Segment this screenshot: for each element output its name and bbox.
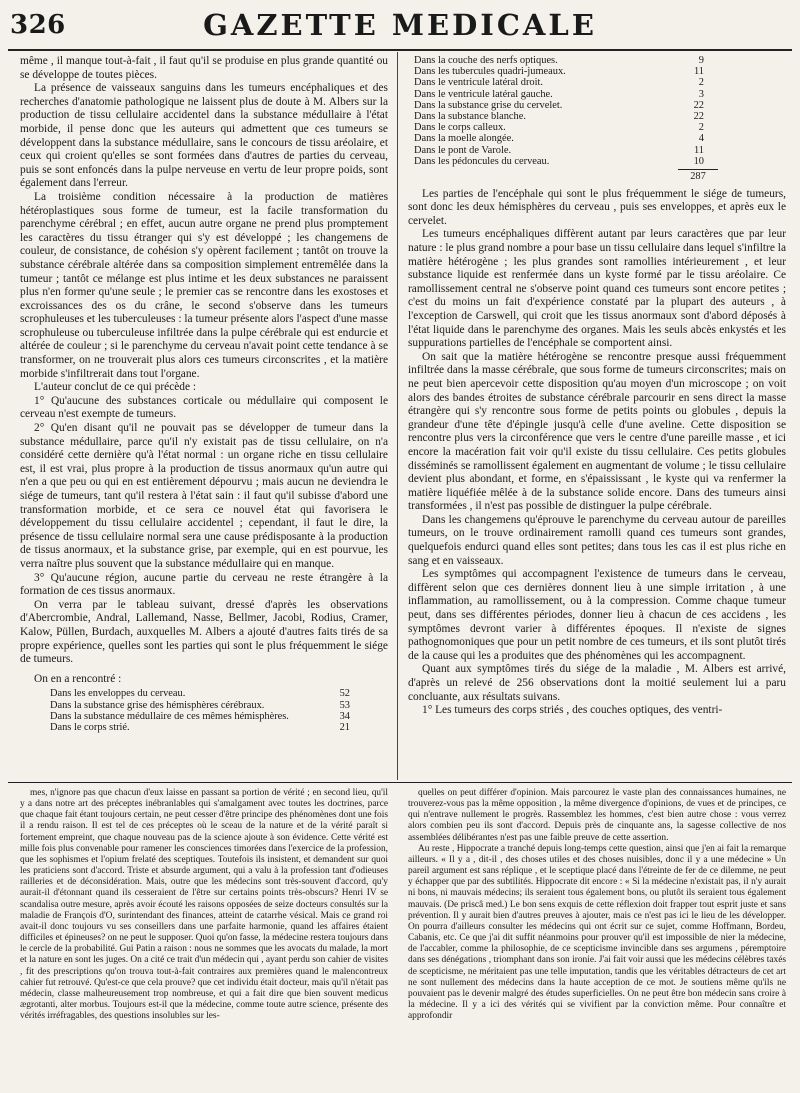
paragraph: même , il manque tout-à-fait , il faut qu'il se produise en plus grande quantité ou se développe de toutes pièces. — [20, 55, 388, 81]
table-row — [414, 156, 704, 167]
table-row — [414, 100, 704, 111]
paragraph: On sait que la matière hétérogène se rencontre presque aussi fréquemment infiltrée dans la masse cérébrale, que sous forme de tumeurs circonscrites; mais on ne peut bien apercevoir cette disposition qu'au moyen d'un microscope ; on voit alors des bandes étroites de substance cérébrale parcourir en sens direct la masse étrangère qui s'y rencontre sous forme de petits points ou globules , depuis la grandeur d'une tête d'épingle jusqu'à celle d'une aveline. Cette disposition se rencontre plus vers la circonférence que vers le centre d'une pareille masse , et ici encore la macération fait voir qu'il existe du tissu cellulaire. Ces petits globules disséminés se ramollissent également en augmentant de volume ; le tissu cellulaire devient plus abondant, et forme, en s'épaississant , le kyste qui va renfermer la matière liquéfiée mêlée à de la substance solide encore. Dans des tumeurs ainsi transformées , il n'est pas possible de distinguer la pulpe cérébrale. — [408, 350, 786, 513]
table-row — [414, 77, 704, 88]
stat-value: 52 — [339, 688, 350, 700]
stat-label: Dans la substance blanche. — [414, 111, 526, 123]
header-rule — [8, 49, 792, 51]
paragraph: 1° Qu'aucune des substances corticale ou médullaire qui composent le cerveau n'est exempte de tumeurs. — [20, 394, 388, 421]
page-number: 326 — [10, 10, 66, 40]
stat-value: 2 — [698, 122, 704, 134]
paragraph: L'auteur conclut de ce qui précède : — [34, 381, 197, 394]
table-row — [414, 133, 704, 144]
table-row — [414, 145, 704, 156]
stat-label: Dans la couche des nerfs optiques. — [414, 55, 558, 66]
table-row — [50, 722, 350, 733]
paragraph: 2° Qu'en disant qu'il ne pouvait pas se développer de tumeur dans la substance médullaire, parce qu'il n'y existait pas de tissu cellulaire, on n'a considéré cette dernière qu'à l'état normal : un organe riche en tissu cellulaire est, il est vrai, plus propre à la production de tissus anormaux qu'un autre qui n'en a que peu ou qui en est entièrement dépourvu ; mais aucun ne deviendra le siége de tumeurs, tant qu'il restera à l'état sain : il faut qu'il subisse d'abord une transformation morbide, et ce sera ce nouvel état qui favorisera le développement du tissu cellulaire accidentel ; cependant, il faut le dire, la présence de tissu cellulaire normal sera une cause prédisposante à la production de tissus anormaux, et la substance grise, par exemple, qui en est pourvue, les verra naître plus souvent que la substance médullaire qui en manque. — [20, 422, 388, 570]
table-row — [414, 122, 704, 133]
tumor-stats-table-part2 — [414, 55, 704, 167]
left-column — [20, 55, 388, 733]
page-header — [8, 8, 792, 46]
paragraph: 3° Qu'aucune région, aucune partie du cerveau ne reste étrangère à la formation de ces tissus anormaux. — [20, 571, 388, 598]
stat-label: Dans les pédoncules du cerveau. — [414, 155, 550, 167]
paragraph: Les parties de l'encéphale qui sont le plus fréquemment le siége de tumeurs, sont donc les deux hémisphères du cerveau , puis ses enveloppes, et après eux le cervelet. — [408, 187, 786, 227]
table-row — [414, 55, 704, 66]
stat-label: Dans le corps strié. — [50, 721, 130, 733]
paragraph: Quant aux symptômes tirés du siége de la maladie , M. Albers est arrivé, d'après un relevé de 256 observations dont la moitié seulement lui a paru concluante, aux résultats suivans. — [408, 663, 786, 703]
stat-label: Dans la moelle alongée. — [414, 133, 514, 145]
paragraph: quelles on peut différer d'opinion. Mais parcourez le vaste plan des connaissances humaines, ne trouverez-vous pas la même opposition , la même divergence d'opinions, de vues et de principes, ce qui n'entrave nullement le progrès. Rassemblez les hommes, c'est bien autre chose : vous verrez alors combien peu ils sont d'accord. Depuis près de cinquante ans, la sagesse collective de nos assemblées délibérantes n'est pas une faible preuve de cette assertion. — [408, 788, 786, 843]
stat-label: Dans la substance médullaire de ces mêmes hémisphères. — [50, 710, 289, 722]
paragraph: On verra par le tableau suivant, dressé d'après les observations d'Abercrombie, Andral, Lallemand, Nasse, Bellmer, Jacobi, Rodius, Cramer, Kalow, Püllen, Burdach, auxquelles M. Albers a ajouté d'autres faits tirés de sa propre expérience, quelles sont les parties qui sont le plus fréquemment le siége de tumeurs. — [20, 598, 388, 666]
paragraph: Dans les changemens qu'éprouve le parenchyme du cerveau autour de pareilles tumeurs, on le trouve ordinairement ramolli quand ces tumeurs sont grandes, quelquefois endurci quand elles sont petites; dans tous les cas il est plus riche en sang et en vaisseaux. — [408, 513, 786, 567]
stat-label: Dans le ventricule latéral gauche. — [414, 88, 553, 100]
stat-label: Dans les tubercules quadri-jumeaux. — [414, 66, 566, 78]
table-row — [414, 66, 704, 77]
stat-value: 9 — [698, 55, 704, 66]
stat-label: Dans le pont de Varole. — [414, 144, 512, 156]
stat-value: 22 — [693, 99, 704, 111]
stat-label: Dans le corps calleux. — [414, 122, 506, 134]
stat-label: Dans la substance grise du cervelet. — [414, 99, 563, 111]
paragraph: 1° Les tumeurs des corps striés , des couches optiques, des ventri- — [422, 704, 723, 717]
stat-value: 3 — [698, 88, 704, 100]
stat-value: 11 — [693, 144, 704, 156]
table-row — [414, 89, 704, 100]
stats-total: 287 — [678, 169, 718, 184]
footnote-rule — [8, 782, 792, 783]
paragraph: Les tumeurs encéphaliques diffèrent autant par leurs caractères que par leur nature : le plus grand nombre a pour base un tissu cellulaire dans lequel s'infiltre la matière hétérogène ; les plus grandes sont ramollies intérieurement , et leur substance liquide est renfermée dans un kyste formé par le tissu aréolaire. Ce ramollissement central ne s'observe point quand ces tumeurs sont encore petites ; c'est du moins un fait d'expérience constaté par la plupart des auteurs , à l'exception de Carswell, qui croit que les tissus anormaux sont d'abord déposés à l'état liquide dans le parenchyme des organes. Mais les seuls abcès enkystés et les suppurations partielles de l'encéphale se comportent ainsi. — [408, 228, 786, 350]
stat-value: 10 — [693, 155, 704, 167]
stat-value: 22 — [693, 111, 704, 123]
journal-title: GAZETTE MEDICALE — [203, 8, 597, 42]
feuilleton-right — [408, 788, 786, 1022]
paragraph: On en a rencontré : — [34, 672, 122, 685]
paragraph: Les symptômes qui accompagnent l'existence de tumeurs dans le cerveau, diffèrent selon que ces dernières donnent lieu à une simple irritation , à une inflammation, au ramollissement, ou à la compression. Comme chaque tumeur peut, dans ses différentes périodes, donner lieu à chacun de ces accidens , les symptômes devront varier à différentes époques. Il n'existe de signes pathognomoniques que pour un petit nombre de ces tumeurs, et ils sont plutôt tirés de la cause qui les a produites que des phénomènes qui les accompagnent. — [408, 568, 786, 662]
table-row — [414, 111, 704, 122]
stat-label: Dans le ventricule latéral droit. — [414, 77, 543, 89]
stat-label: Dans les enveloppes du cerveau. — [50, 688, 186, 700]
table-row — [50, 688, 350, 699]
column-divider — [397, 52, 398, 780]
right-column — [408, 55, 786, 718]
paragraph: mes, n'ignore pas que chacun d'eux laisse en passant sa portion de vérité ; en second lieu, qu'il y a dans notre art des préceptes inébranlables qui s'amalgament avec toutes les doctrines, parce que chaque fait étant toujours certain, ne peut cesser d'être principe des phénomènes dont une fois il a rendu raison. Il est tel de ces préceptes où le sceau de la nature et de la vérité paraît si fortement empreint, que chaque nouveau pas de la science ajoute à son évidence. Cette vérité est mille fois plus convenable pour ramener les consciences timorées dans l'exercice de la profession, que les sophismes et l'opium frelaté des sceptiques. Toutefois ils insistent, et demandent sur quoi les praticiens sont d'accord. Triste et absurde argument, qui a valu à la profession tant d'odieuses railleries et de déconsidération. Mais, outre que les médecins sont très-souvent d'accord, qu'y aurait-il d'étonnant quand ils cesseraient de l'être sur certains points très-obscurs? Henri IV se scandalisa outre mesure, après avoir écouté les raisons opposées de seize docteurs consultés sur la maladie de François d'O, surintendant des finances, atteint de catarrhe vésical. Mais ce grand roi avait-il donc toujours vu ses conseillers dans une parfaite harmonie, quand les affaires étaient difficiles et épineuses? on ne peut le supposer. Quoi qu'on fasse, la médecine restera toujours dans le cercle de la probabilité. Gui Patin a raison : nous ne sommes que les avocats du malade, la mort et la nature en sont les juges. On a cité ce trait d'un médecin qui , ayant perdu son cahier de visites , fit des prescriptions qu'on trouva tout-à-fait contraires aux premières quand le malencontreux cahier fut retrouvé. Qu'est-ce que cela prouve? que cet individu était docteur, mais qu'il n'était pas médecin, classe malheureusement trop nombreuse, et qui a fait dire que bien souvent medicus ægrotanti, alter morbus. Toujours est-il que la médecine, comme toute autre science, présente des vérités irréfragables, des questions insolubles sur les- — [20, 788, 388, 1022]
stat-value: 34 — [339, 710, 350, 722]
table-row — [50, 700, 350, 711]
tumor-stats-table-part1 — [50, 688, 350, 733]
feuilleton-left — [20, 788, 388, 1022]
stat-value: 11 — [693, 66, 704, 78]
stat-value: 53 — [339, 699, 350, 711]
stat-value: 2 — [698, 77, 704, 89]
paragraph: Au reste , Hippocrate a tranché depuis long-temps cette question, ainsi que j'en ai fait la remarque ailleurs. « Il y a , dit-il , des choses utiles et des choses nuisibles, donc il y a une médecine » Un pareil argument est sans réplique , et le sceptique placé dans l'étreinte de fer de ce dilemme, ne peut y échapper que par des subtilités. Hippocrate dit encore : « Si la médecine n'existait pas, il n'y aurait ni bons, ni mauvais médecins; ils seraient tous également bons, ou plutôt ils seraient tous également mauvais. (De priscâ med.) Le bon sens exquis de cette réflexion doit frapper tout esprit juste et sans prévention. Il y aurait bien d'autres preuves à ajouter, mais ce n'est pas ici le lieu de les développer. On pourra d'ailleurs consulter les médecins qui ont écrit sur ce sujet, comme Hoffmann, Bordeu, Cabanis, etc. Ce que j'ai dit suffit néanmoins pour prouver qu'il est impossible de nier la médecine, de l'accabler, comme la philosophie, de ce scepticisme invincible dans ses argumens , péremptoire dans ses dénégations , triomphant dans son ironie. J'ai fait voir aussi que les médecins célèbres taxés de scepticisme, ne méritaient pas une telle imputation, tandis que les véritables détracteurs de cet art ne sont nullement des médecins dans la haute acception de ce mot. Je soutiens même qu'ils ne pouvaient pas le devenir malgré des études superficielles. On ne peut être bon médecin sans croire à la médecine. Il y a ici des vérités qui se vivifient par la conviction même. Pour connaître et approfondir — [408, 843, 786, 1022]
paragraph: La présence de vaisseaux sanguins dans les tumeurs encéphaliques et des recherches d'anatomie pathologique ne laissent plus de doute à M. Albers sur la production de tissu cellulaire accidentel dans la substance médullaire à l'état morbide, il pense donc que les auteurs qui admettent que ces tumeurs se développent dans la substance médullaire, sans le concours de tissu aréolaire, et ceux qui croient qu'elles se sont formées dans d'autres de parties du cerveau, puis se sont enfoncés dans la pulpe nerveuse en vertu de leur propre poids, sont également dans l'erreur. — [20, 82, 388, 190]
stat-value: 21 — [339, 721, 350, 733]
stat-label: Dans la substance grise des hémisphères cérébraux. — [50, 699, 265, 711]
paragraph: La troisième condition nécessaire à la production de matières hétéroplastiques sous forme de tumeur, est la facile transformation du parenchyme cérébral ; en effet, aucun autre organe ne prend plus promptement les caractères du tissu étranger qui s'y est développé ; les changemens de couleur, de consistance, de cohésion s'y opèrent facilement ; tantôt on trouve la substance cérébrale altérée dans sa composition simplement entremêlée dans la tumeur ; tantôt ce mélange est plus intime et les deux substances ne paraissent plus n'en former qu'une seule ; le premier cas se rencontre dans les exostoses et excroissances des os du crâne, le second s'observe dans les tumeurs scrophuleuses et les tuberculeuses : la tumeur présente alors l'aspect d'une masse scrophuleuse ou tuberculeuse infiltrée dans la pulpe cérébrale qui est endurcie et altérée de couleur ; si le parenchyme du cerveau n'avait point cette tendance à se transformer, on ne trouverait plus alors ces tumeurs circonscrites , et la matière morbide s'infiltrerait dans tout l'organe. — [20, 190, 388, 380]
table-row — [50, 711, 350, 722]
stat-value: 4 — [698, 133, 704, 145]
